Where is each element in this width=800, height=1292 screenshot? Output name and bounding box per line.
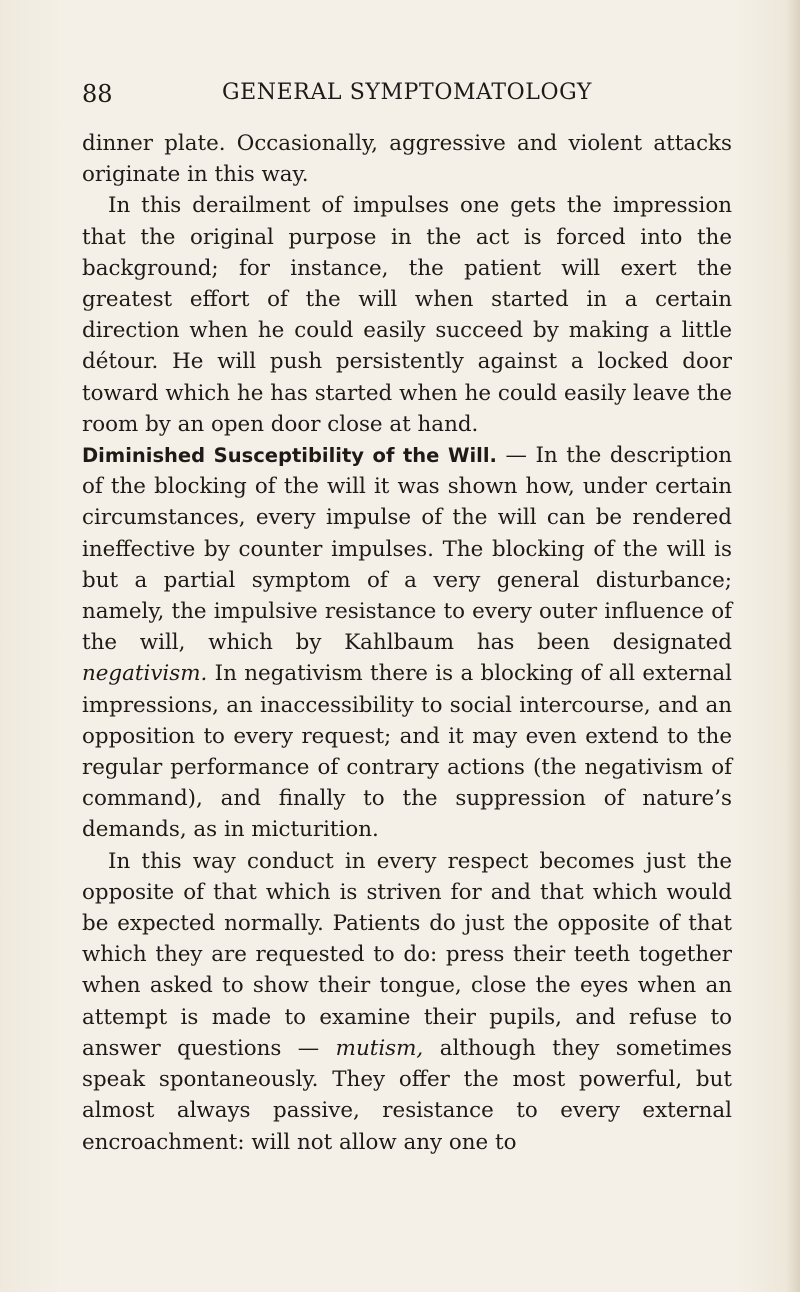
paragraph-1: dinner plate. Occasionally, aggressive and violent attacks originate in this way. [82, 131, 732, 188]
paragraph-3 [82, 440, 732, 846]
page-number: 88 [82, 80, 113, 108]
term-mutism: mutism, [335, 1035, 424, 1061]
page-header [82, 80, 732, 116]
paragraph-4-text-a: In this way conduct in every respect becomes just the opposite of that which is striven for and that which would be expected normally. Patients do just the opposite of that which they are requested to do: press their teeth together when asked to show their tongue, close the eyes when an attempt is made to examine their pupils, and refuse to answer questions — [82, 848, 732, 1061]
term-negativism: negativism. [82, 661, 208, 687]
page-edge-shadow [786, 0, 800, 1292]
paragraph-4 [82, 846, 732, 1158]
running-head: GENERAL SYMPTOMATOLOGY [221, 80, 593, 105]
section-heading: Diminished Susceptibility of the Will. [82, 444, 497, 468]
body-text [82, 128, 732, 1158]
paragraph-3-text-a: — In the description of the blocking of the will it was shown how, under certain circumstances, every impulse of the will can be rendered ineffective by counter impulses. The blocking of the will is but a partial symptom of a very general disturbance; namely, the impulsive resistance to every outer influence of the will, which by Kahlbaum has been designated [82, 443, 732, 656]
paragraph-4-text-b: although they sometimes speak spontaneously. They offer the most powerful, but almost always passive, resistance to every external encroachment: will not allow any one to [82, 1035, 732, 1155]
paragraph-2: In this derailment of impulses one gets the impression that the original purpose in the act is forced into the background; for instance, the patient will exert the greatest effort of the will when started in a certain direction when he could easily succeed by making a little détour. He will push persistently against a locked door toward which he has started when he could easily leave the room by an open door close at hand. [82, 193, 732, 437]
paragraph-3-text-b: In negativism there is a blocking of all external impressions, an inaccessibility to social intercourse, and an opposition to every request; and it may even extend to the regular performance of contrary actions (the negativism of command), and finally to the suppression of nature’s demands, as in micturition. [82, 661, 732, 843]
